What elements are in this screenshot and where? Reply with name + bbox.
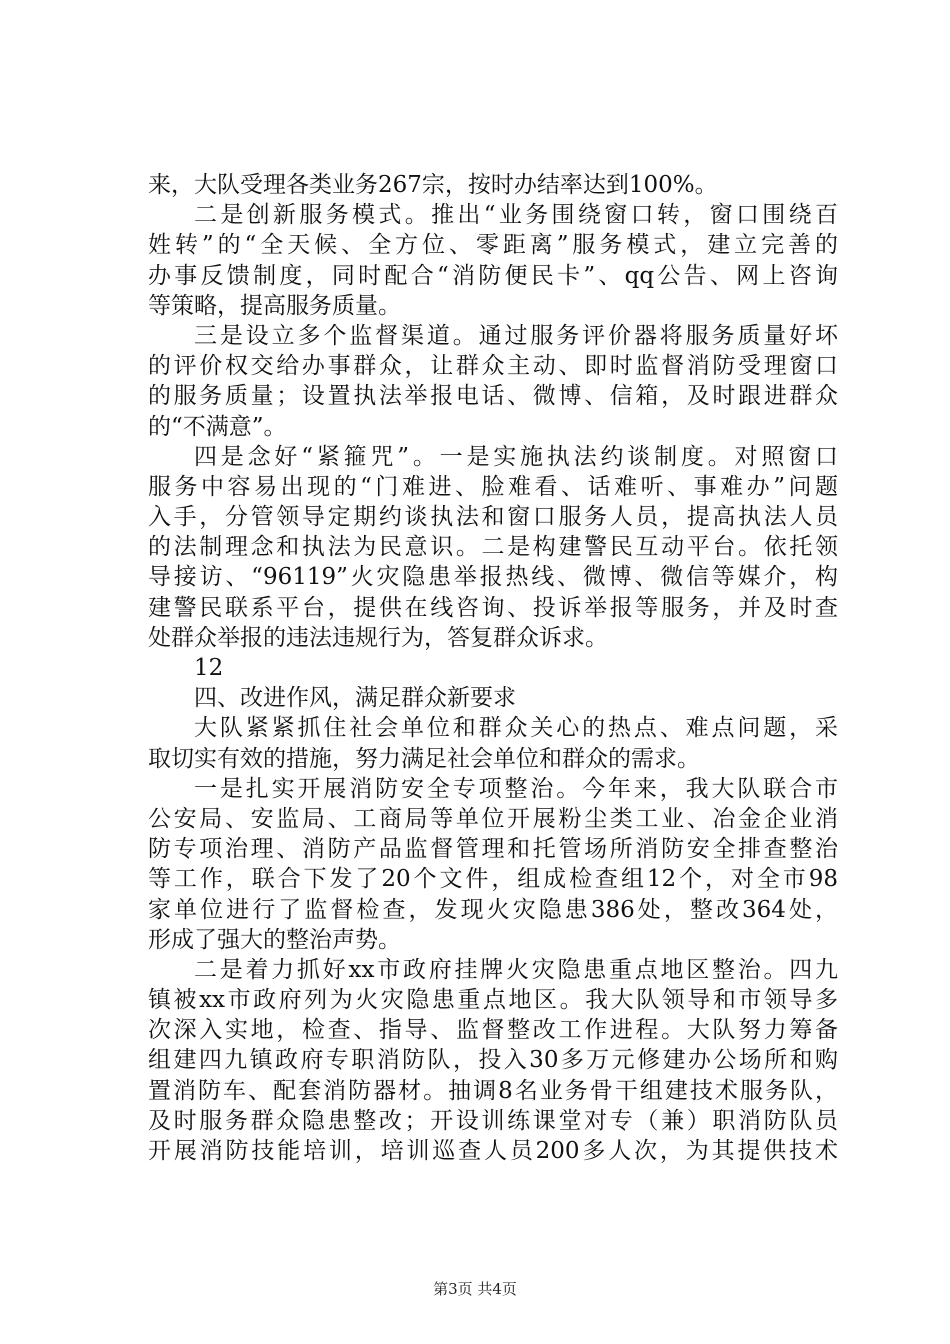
text-line: 服务中容易出现的“门难进、脸难看、话难听、事难办”问题 [148, 473, 838, 500]
text-line: 来，大队受理各类业务267宗，按时办结率达到100%。 [148, 172, 718, 198]
text-line: 大队紧紧抓住社会单位和群众关心的热点、难点问题，采 [194, 715, 838, 742]
text-line: 防专项治理、消防产品监督管理和托管场所消防安全排查整治 [148, 836, 838, 863]
text-line: 入手，分管领导定期约谈执法和窗口服务人员，提高执法人员 [148, 504, 838, 531]
text-line: 置消防车、配套消防器材。抽调8名业务骨干组建技术服务队， [148, 1077, 838, 1104]
text-line: 开展消防技能培训，培训巡查人员200多人次，为其提供技术 [148, 1138, 838, 1164]
text-line: 三是设立多个监督渠道。通过服务评价器将服务质量好坏 [194, 322, 838, 349]
text-line: 处群众举报的违法违规行为，答复群众诉求。 [148, 624, 608, 651]
text-line: 的评价权交给办事群众，让群众主动、即时监督消防受理窗口 [148, 353, 838, 380]
text-line: 次深入实地，检查、指导、监督整改工作进程。大队努力筹备 [148, 1017, 838, 1044]
text-line: 姓转”的“全天候、全方位、零距离”服务模式，建立完善的 [148, 232, 838, 259]
text-line: 一是扎实开展消防安全专项整治。今年来，我大队联合市 [194, 775, 838, 802]
text-line: 的“不满意”。 [148, 413, 287, 440]
text-line: 12 [194, 655, 224, 681]
page-number-footer: 第3页 共4页 [433, 1280, 517, 1298]
text-line: 建警民联系平台，提供在线咨询、投诉举报等服务，并及时查 [148, 594, 838, 621]
text-line: 等策略，提高服务质量。 [148, 292, 401, 319]
text-line: 家单位进行了监督检查，发现火灾隐患386处，整改364处， [148, 896, 838, 923]
document-body [148, 170, 838, 1166]
text-line: 二是创新服务模式。推出“业务围绕窗口转，窗口围绕百 [194, 202, 838, 229]
text-line: 组建四九镇政府专职消防队，投入30多万元修建办公场所和购 [148, 1047, 838, 1074]
text-line: 公安局、安监局、工商局等单位开展粉尘类工业、冶金企业消 [148, 805, 838, 832]
text-line: 的服务质量；设置执法举报电话、微博、信箱，及时跟进群众 [148, 383, 838, 410]
text-line: 的法制理念和执法为民意识。二是构建警民互动平台。依托领 [148, 534, 838, 561]
text-line: 及时服务群众隐患整改；开设训练课堂对专（兼）职消防队员 [148, 1107, 838, 1134]
text-line: 取切实有效的措施，努力满足社会单位和群众的需求。 [148, 745, 700, 772]
text-line: 镇被xx市政府列为火灾隐患重点地区。我大队领导和市领导多 [148, 987, 838, 1014]
text-line: 办事反馈制度，同时配合“消防便民卡”、qq公告、网上咨询 [148, 262, 838, 289]
text-line: 形成了强大的整治声势。 [148, 926, 401, 953]
text-line: 四是念好“紧箍咒”。一是实施执法约谈制度。对照窗口 [194, 443, 838, 470]
text-line: 等工作，联合下发了20个文件，组成检查组12个，对全市98 [148, 866, 838, 893]
section-heading: 四、改进作风，满足群众新要求 [194, 685, 516, 712]
text-line: 二是着力抓好xx市政府挂牌火灾隐患重点地区整治。四九 [194, 956, 838, 983]
text-line: 导接访、“96119”火灾隐患举报热线、微博、微信等媒介，构 [148, 564, 838, 591]
